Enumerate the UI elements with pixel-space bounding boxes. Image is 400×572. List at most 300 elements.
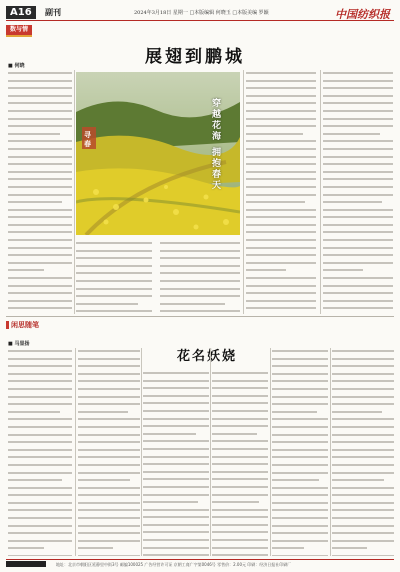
text-line	[272, 555, 328, 556]
text-line	[78, 411, 140, 417]
text-line	[246, 194, 316, 200]
text-line	[8, 464, 72, 470]
text-line	[246, 216, 316, 222]
column-rule	[330, 348, 331, 556]
text-line	[272, 388, 328, 394]
text-line	[246, 300, 316, 306]
text-line	[143, 509, 209, 515]
text-line	[143, 554, 209, 556]
text-line	[78, 418, 140, 424]
text-line	[78, 517, 140, 523]
text-line	[8, 502, 72, 508]
text-line	[332, 380, 394, 386]
text-line	[246, 224, 316, 230]
text-line	[212, 471, 268, 477]
column-tag-article2-text: 闲思随笔	[11, 321, 39, 329]
text-line	[323, 95, 393, 101]
text-line	[246, 95, 316, 101]
text-line	[78, 540, 140, 546]
rapeseed-field-photo	[76, 72, 240, 235]
text-line	[332, 540, 394, 546]
text-line	[323, 140, 393, 146]
text-line	[8, 358, 72, 364]
column-rule	[270, 348, 271, 556]
text-line	[272, 441, 328, 447]
text-line	[332, 517, 394, 523]
text-line	[323, 216, 393, 222]
text-line	[212, 516, 268, 522]
text-line	[8, 72, 72, 78]
text-line	[160, 257, 240, 263]
text-line	[8, 254, 72, 260]
column-rule	[141, 348, 142, 556]
text-line	[78, 358, 140, 364]
text-line	[272, 396, 328, 402]
text-line	[332, 418, 394, 424]
text-line	[76, 250, 152, 256]
text-line	[323, 285, 393, 291]
article1-column-3-lower	[160, 240, 240, 314]
text-line	[8, 479, 72, 485]
text-line	[272, 418, 328, 424]
text-line	[332, 464, 394, 470]
text-line	[272, 365, 328, 371]
text-line	[246, 307, 316, 313]
text-line	[76, 310, 152, 314]
photo-caption-right: 穿越花海 拥抱春天	[210, 98, 220, 192]
text-line	[332, 479, 394, 485]
text-line	[143, 478, 209, 484]
text-line	[78, 472, 140, 478]
text-line	[332, 555, 394, 556]
article1-column-2-lower	[76, 240, 152, 314]
text-line	[143, 387, 209, 393]
text-line	[272, 434, 328, 440]
text-line	[246, 254, 316, 260]
text-line	[212, 418, 268, 424]
text-line	[246, 133, 316, 139]
text-line	[246, 118, 316, 124]
text-line	[143, 433, 209, 439]
text-line	[8, 373, 72, 379]
text-line	[8, 365, 72, 371]
text-line	[272, 380, 328, 386]
text-line	[8, 102, 72, 108]
text-line	[323, 125, 393, 131]
article2-column-5	[272, 348, 328, 556]
text-line	[212, 380, 268, 386]
text-line	[212, 547, 268, 553]
column-tag-underline	[6, 35, 32, 37]
text-line	[78, 380, 140, 386]
text-line	[76, 272, 152, 278]
article2-column-1	[8, 348, 72, 556]
text-line	[8, 418, 72, 424]
text-line	[78, 509, 140, 515]
text-line	[160, 288, 240, 294]
text-line	[246, 209, 316, 215]
text-line	[323, 254, 393, 260]
text-line	[246, 148, 316, 154]
text-line	[332, 350, 394, 356]
article1-column-1	[8, 70, 72, 314]
text-line	[143, 516, 209, 522]
text-line	[323, 110, 393, 116]
text-line	[8, 231, 72, 237]
svg-text:寻: 寻	[84, 130, 91, 139]
text-line	[8, 532, 72, 538]
text-line	[212, 486, 268, 492]
text-line	[272, 358, 328, 364]
text-line	[323, 247, 393, 253]
text-line	[272, 487, 328, 493]
text-line	[332, 373, 394, 379]
text-line	[212, 387, 268, 393]
text-line	[8, 140, 72, 146]
article1-column-4	[246, 70, 316, 314]
text-line	[160, 272, 240, 278]
text-line	[332, 509, 394, 515]
text-line	[332, 525, 394, 531]
text-line	[332, 449, 394, 455]
text-line	[8, 148, 72, 154]
text-line	[78, 388, 140, 394]
text-line	[246, 269, 316, 275]
text-line	[143, 524, 209, 530]
text-line	[332, 532, 394, 538]
text-line	[8, 509, 72, 515]
text-line	[8, 118, 72, 124]
text-line	[160, 280, 240, 286]
text-line	[8, 133, 72, 139]
text-line	[160, 250, 240, 256]
text-line	[8, 555, 72, 556]
text-line	[246, 277, 316, 283]
text-line	[8, 300, 72, 306]
text-line	[76, 288, 152, 294]
text-line	[76, 295, 152, 301]
text-line	[8, 449, 72, 455]
text-line	[246, 262, 316, 268]
text-line	[323, 102, 393, 108]
text-line	[212, 456, 268, 462]
text-line	[272, 494, 328, 500]
text-line	[76, 242, 152, 248]
text-line	[8, 224, 72, 230]
text-line	[332, 365, 394, 371]
svg-text:春: 春	[84, 139, 91, 148]
section-name: 副刊	[45, 8, 61, 17]
text-line	[272, 502, 328, 508]
text-line	[272, 403, 328, 409]
text-line	[212, 539, 268, 545]
text-line	[246, 163, 316, 169]
text-line	[78, 532, 140, 538]
article2-title: 花名妖娆	[176, 349, 237, 364]
byline-article2: ■ 马显扬	[8, 341, 30, 347]
text-line	[8, 494, 72, 500]
text-line	[78, 502, 140, 508]
column-rule	[75, 348, 76, 556]
text-line	[8, 87, 72, 93]
text-line	[323, 178, 393, 184]
text-line	[8, 125, 72, 131]
text-line	[8, 178, 72, 184]
text-line	[323, 269, 393, 275]
text-line	[332, 487, 394, 493]
text-line	[323, 156, 393, 162]
text-line	[8, 209, 72, 215]
text-line	[246, 178, 316, 184]
text-line	[8, 216, 72, 222]
text-line	[8, 472, 72, 478]
text-line	[323, 194, 393, 200]
text-line	[8, 540, 72, 546]
text-line	[8, 247, 72, 253]
text-line	[323, 262, 393, 268]
column-rule	[320, 70, 321, 314]
text-line	[78, 350, 140, 356]
footer-logo-block	[6, 561, 46, 567]
text-line	[8, 426, 72, 432]
text-line	[332, 456, 394, 462]
text-line	[143, 463, 209, 469]
text-line	[8, 80, 72, 86]
text-line	[8, 547, 72, 553]
text-line	[8, 441, 72, 447]
text-line	[143, 471, 209, 477]
text-line	[78, 555, 140, 556]
text-line	[272, 525, 328, 531]
article-title: 展翅到鹏城	[145, 47, 245, 67]
text-line	[8, 262, 72, 268]
text-line	[272, 509, 328, 515]
text-line	[78, 373, 140, 379]
text-line	[272, 456, 328, 462]
page-footer	[6, 559, 394, 568]
text-line	[272, 464, 328, 470]
text-line	[8, 487, 72, 493]
text-line	[78, 547, 140, 553]
text-line	[246, 231, 316, 237]
text-line	[76, 257, 152, 263]
masthead: 中国纺织报	[335, 8, 390, 21]
text-line	[323, 148, 393, 154]
text-line	[160, 303, 240, 309]
text-line	[246, 125, 316, 131]
text-line	[76, 280, 152, 286]
text-line	[78, 396, 140, 402]
text-line	[272, 373, 328, 379]
text-line	[246, 87, 316, 93]
text-line	[8, 525, 72, 531]
text-line	[323, 239, 393, 245]
text-line	[246, 110, 316, 116]
text-line	[8, 269, 72, 275]
column-rule	[243, 70, 244, 314]
text-line	[272, 479, 328, 485]
text-line	[212, 509, 268, 515]
column-rule	[74, 70, 75, 314]
text-line	[143, 410, 209, 416]
text-line	[323, 292, 393, 298]
text-line	[246, 72, 316, 78]
text-line	[78, 426, 140, 432]
text-line	[78, 479, 140, 485]
text-line	[246, 247, 316, 253]
text-line	[272, 517, 328, 523]
text-line	[272, 449, 328, 455]
text-line	[8, 194, 72, 200]
text-line	[8, 307, 72, 313]
text-line	[143, 372, 209, 378]
text-line	[272, 426, 328, 432]
section-divider	[6, 316, 394, 317]
text-line	[323, 300, 393, 306]
text-line	[323, 186, 393, 192]
text-line	[323, 87, 393, 93]
footer-imprint: 地址：北京市朝阳区延静里中街3号 邮编100025 广告经营许可证 京朝工商广字第0046号 零售价：2.00元 印刷：经济日报社印刷厂	[56, 562, 292, 567]
text-line	[332, 434, 394, 440]
text-line	[246, 171, 316, 177]
text-line	[143, 539, 209, 545]
text-line	[323, 118, 393, 124]
article2-column-3	[143, 370, 209, 556]
text-line	[8, 411, 72, 417]
text-line	[8, 186, 72, 192]
text-line	[332, 358, 394, 364]
text-line	[246, 285, 316, 291]
text-line	[143, 547, 209, 553]
text-line	[332, 403, 394, 409]
text-line	[323, 307, 393, 313]
text-line	[272, 532, 328, 538]
text-line	[323, 72, 393, 78]
text-line	[212, 440, 268, 446]
text-line	[160, 295, 240, 301]
text-line	[8, 434, 72, 440]
text-line	[8, 380, 72, 386]
column-tag-article2	[6, 320, 39, 332]
text-line	[246, 201, 316, 207]
text-line	[8, 292, 72, 298]
text-line	[272, 540, 328, 546]
text-line	[8, 201, 72, 207]
text-line	[246, 140, 316, 146]
text-line	[8, 163, 72, 169]
text-line	[8, 388, 72, 394]
text-line	[323, 201, 393, 207]
text-line	[8, 350, 72, 356]
text-line	[272, 350, 328, 356]
text-line	[332, 388, 394, 394]
text-line	[143, 531, 209, 537]
article2-column-6	[332, 348, 394, 556]
text-line	[246, 80, 316, 86]
text-line	[323, 231, 393, 237]
text-line	[78, 449, 140, 455]
text-line	[323, 171, 393, 177]
text-line	[8, 277, 72, 283]
text-line	[78, 434, 140, 440]
text-line	[212, 433, 268, 439]
text-line	[160, 242, 240, 248]
text-line	[323, 224, 393, 230]
text-line	[143, 440, 209, 446]
text-line	[323, 277, 393, 283]
text-line	[246, 186, 316, 192]
text-line	[143, 380, 209, 386]
text-line	[212, 372, 268, 378]
text-line	[212, 501, 268, 507]
page-header	[6, 6, 394, 21]
text-line	[212, 494, 268, 500]
text-line	[78, 403, 140, 409]
article1-column-5	[323, 70, 393, 314]
text-line	[160, 265, 240, 271]
text-line	[212, 531, 268, 537]
text-line	[272, 472, 328, 478]
article2-column-4	[212, 370, 268, 556]
text-line	[8, 403, 72, 409]
text-line	[8, 110, 72, 116]
text-line	[323, 80, 393, 86]
text-line	[8, 95, 72, 101]
text-line	[143, 448, 209, 454]
text-line	[143, 402, 209, 408]
text-line	[332, 396, 394, 402]
text-line	[8, 456, 72, 462]
text-line	[8, 396, 72, 402]
text-line	[8, 285, 72, 291]
text-line	[8, 171, 72, 177]
column-rule	[210, 348, 211, 556]
text-line	[143, 425, 209, 431]
text-line	[332, 502, 394, 508]
text-line	[143, 456, 209, 462]
text-line	[332, 547, 394, 553]
column-tag-article1: 数与情	[6, 25, 32, 35]
text-line	[332, 441, 394, 447]
text-line	[246, 156, 316, 162]
text-line	[212, 402, 268, 408]
byline-article1: ■ 何晓	[8, 63, 25, 69]
text-line	[212, 448, 268, 454]
text-line	[78, 487, 140, 493]
text-line	[8, 156, 72, 162]
text-line	[78, 365, 140, 371]
text-line	[212, 478, 268, 484]
text-line	[143, 494, 209, 500]
text-line	[246, 292, 316, 298]
text-line	[212, 395, 268, 401]
text-line	[212, 410, 268, 416]
text-line	[323, 133, 393, 139]
text-line	[212, 524, 268, 530]
text-line	[332, 411, 394, 417]
text-line	[143, 418, 209, 424]
dateline: 2024年3月18日 星期一 □本版编辑 何晓玉 □本版美编 罗颖	[134, 10, 269, 16]
text-line	[78, 525, 140, 531]
text-line	[323, 209, 393, 215]
text-line	[78, 494, 140, 500]
text-line	[8, 239, 72, 245]
text-line	[76, 265, 152, 271]
text-line	[246, 102, 316, 108]
text-line	[78, 464, 140, 470]
text-line	[143, 501, 209, 507]
text-line	[212, 425, 268, 431]
